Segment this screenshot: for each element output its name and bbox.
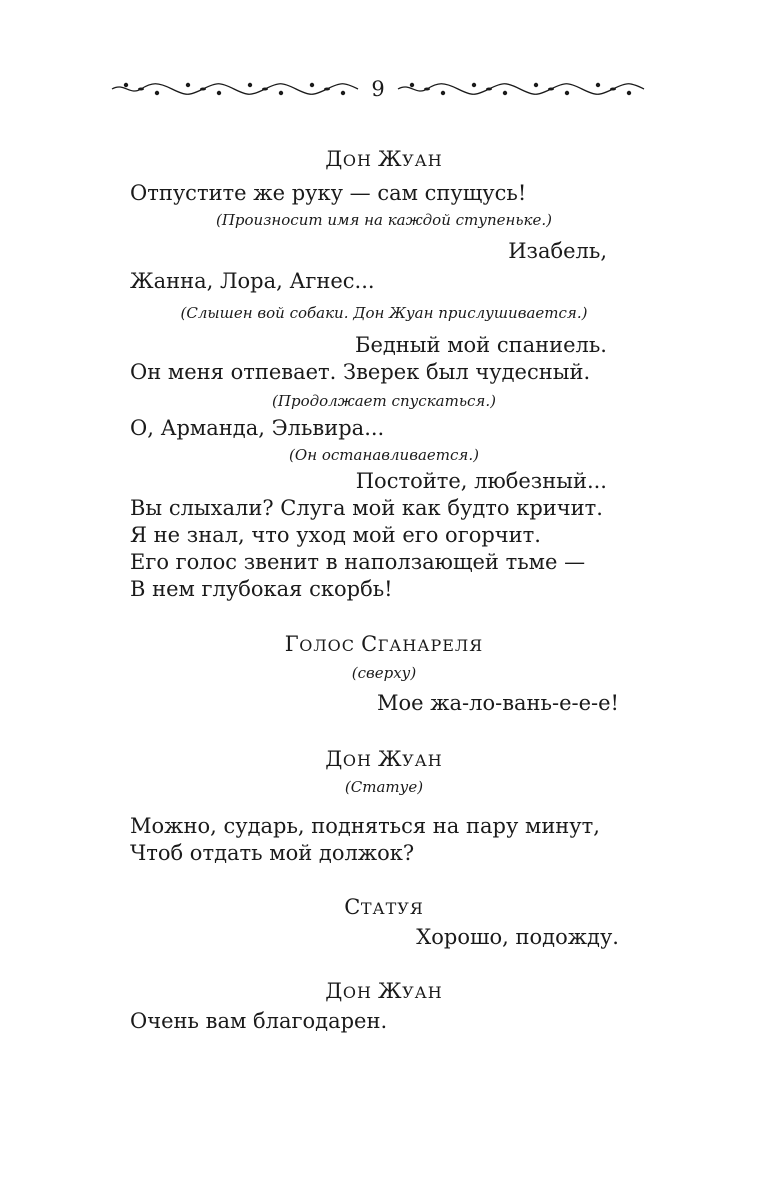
page-header (110, 76, 640, 102)
speaker-don-juan: ДОН ЖУАН (325, 747, 443, 771)
verse-line: О, Арманда, Эльвира... (130, 416, 385, 440)
vine-ornament-icon (396, 80, 646, 98)
speaker-don-juan: ДОН ЖУАН (325, 147, 443, 171)
verse-line: Мое жа-ло-вань-е-е-е! (376, 691, 619, 715)
verse-line: Жанна, Лора, Агнес... (130, 269, 375, 293)
verse-line: Хорошо, подожду. (416, 925, 619, 949)
stage-direction: (Статуе) (344, 778, 424, 796)
speaker-sganarelle-voice: ГОЛОС СГАНАРЕЛЯ (284, 632, 484, 656)
verse-line: Бедный мой спаниель. (355, 333, 607, 357)
page-number: 9 (371, 77, 385, 101)
stage-direction: (Слышен вой собаки. Дон Жуан прислушивается.) (180, 304, 588, 322)
stage-direction: (сверху) (351, 664, 417, 682)
speaker-statue: СТАТУЯ (344, 895, 424, 919)
stage-direction: (Продолжает спускаться.) (272, 392, 496, 410)
verse-line: Чтоб отдать мой должок? (130, 841, 415, 865)
stage-direction: (Он останавливается.) (289, 446, 479, 464)
verse-line: Отпустите же руку — сам спущусь! (130, 181, 527, 205)
vine-ornament-icon (110, 80, 360, 98)
verse-line: Вы слыхали? Слуга мой как будто кричит. (130, 496, 603, 520)
verse-line: Можно, сударь, подняться на пару минут, (130, 814, 600, 838)
verse-line: Я не знал, что уход мой его огорчит. (130, 523, 541, 547)
stage-direction: (Произносит имя на каждой ступеньке.) (215, 211, 553, 229)
verse-line: Изабель, (508, 239, 607, 263)
speaker-don-juan: ДОН ЖУАН (325, 979, 443, 1003)
verse-line: Его голос звенит в наползающей тьме — (130, 550, 586, 574)
verse-line: Очень вам благодарен. (130, 1009, 388, 1033)
verse-line: Он меня отпевает. Зверек был чудесный. (130, 360, 591, 384)
verse-line: Постойте, любезный... (355, 469, 607, 493)
verse-line: В нем глубокая скорбь! (130, 577, 393, 601)
